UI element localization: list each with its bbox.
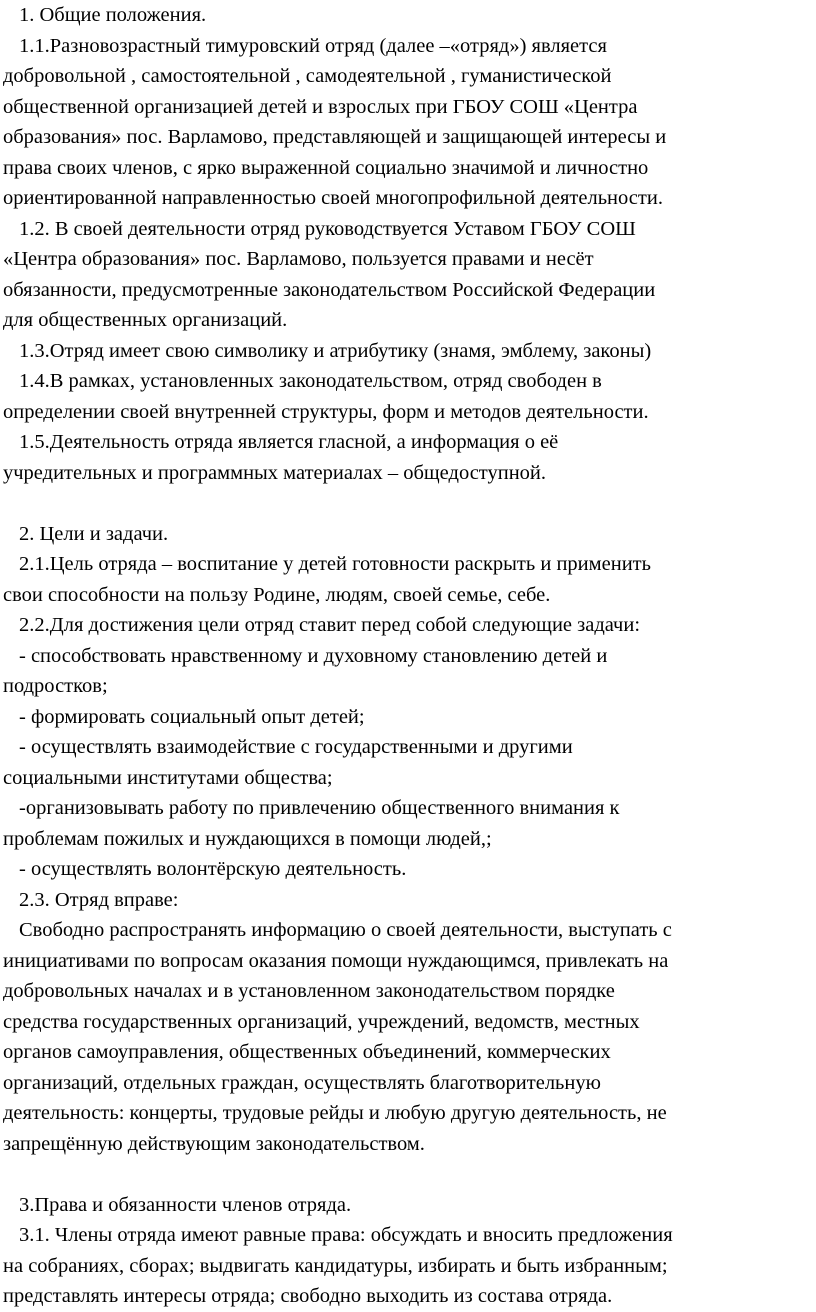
text-line: 1.5.Деятельность отряда является гласной, а информация о её xyxy=(19,431,559,453)
text-line: ориентированной направленностью своей многопрофильной деятельности. xyxy=(3,187,663,209)
text-line: подростков; xyxy=(3,675,108,697)
blank-line xyxy=(3,1159,807,1190)
text-line: свои способности на пользу Родине, людям, своей семье, себе. xyxy=(3,583,551,606)
text-line: добровольных началах и в установленном законодательством порядке xyxy=(3,980,615,1002)
text-line: представлять интересы отряда; свободно выходить из состава отряда. xyxy=(3,1285,613,1307)
text-line: средства государственных организаций, учреждений, ведомств, местных xyxy=(3,1010,640,1033)
text-line: проблемам пожилых и нуждающихся в помощи людей,; xyxy=(3,827,492,850)
text-line: «Центра образования» пос. Варламово, пользуется правами и несёт xyxy=(3,248,594,270)
text-line: органов самоуправления, общественных объединений, коммерческих xyxy=(3,1041,611,1063)
text-line: 2.1.Цель отряда – воспитание у детей готовности раскрыть и применить xyxy=(19,553,651,575)
text-line: 1.2. В своей деятельности отряд руководствуется Уставом ГБОУ СОШ xyxy=(19,217,636,240)
text-line: обязанности, предусмотренные законодательством Российской Федерации xyxy=(3,278,656,301)
text-line: - осуществлять волонтёрскую деятельность. xyxy=(19,858,407,880)
text-line: организаций, отдельных граждан, осуществлять благотворительную xyxy=(3,1071,601,1094)
text-line: 3.1. Члены отряда имеют равные права: обсуждать и вносить предложения xyxy=(19,1224,673,1246)
text-line: для общественных организаций. xyxy=(3,309,288,331)
text-line: запрещённую действующим законодательством. xyxy=(3,1132,425,1155)
text-line: - формировать социальный опыт детей; xyxy=(19,705,365,728)
text-line: -организовывать работу по привлечению общественного внимания к xyxy=(19,797,620,819)
text-line: - осуществлять взаимодействие с государственными и другими xyxy=(19,736,573,758)
text-line: 2.3. Отряд вправе: xyxy=(19,888,179,911)
text-line: определении своей внутренней структуры, форм и методов деятельности. xyxy=(3,400,649,423)
text-line: учредительных и программных материалах – общедоступной. xyxy=(3,461,547,484)
text-line: 1. Общие положения. xyxy=(19,4,207,26)
text-line: образования» пос. Варламово, представляющей и защищающей интересы и xyxy=(3,126,667,148)
text-line: Свободно распространять информацию о своей деятельности, выступать с xyxy=(19,919,672,941)
text-line: - способствовать нравственному и духовному становлению детей и xyxy=(19,644,608,667)
text-line: 1.1.Разновозрастный тимуровский отряд (далее –«отряд») является xyxy=(19,34,607,57)
text-line: добровольной , самостоятельной , самодеятельной , гуманистической xyxy=(3,65,612,87)
text-line: на собраниях, сборах; выдвигать кандидатуры, избирать и быть избранным; xyxy=(3,1254,668,1277)
text-line: социальными институтами общества; xyxy=(3,766,333,789)
text-line: 3.Права и обязанности членов отряда. xyxy=(19,1193,352,1216)
text-line: общественной организацией детей и взрослых при ГБОУ СОШ «Центра xyxy=(3,95,638,118)
text-line: 1.4.В рамках, установленных законодательством, отряд свободен в xyxy=(19,370,602,392)
text-line: инициативами по вопросам оказания помощи нуждающимся, привлекать на xyxy=(3,949,669,972)
text-line: деятельность: концерты, трудовые рейды и любую другую деятельность, не xyxy=(3,1102,667,1124)
text-line: 2. Цели и задачи. xyxy=(19,522,169,545)
text-line: 1.3.Отряд имеет свою символику и атрибутику (знамя, эмблему, законы) xyxy=(19,339,652,362)
blank-line xyxy=(3,488,807,519)
text-line: 2.2.Для достижения цели отряд ставит перед собой следующие задачи: xyxy=(19,614,641,636)
text-line: права своих членов, с ярко выраженной социально значимой и личностно xyxy=(3,156,649,179)
document-body xyxy=(3,0,807,1312)
